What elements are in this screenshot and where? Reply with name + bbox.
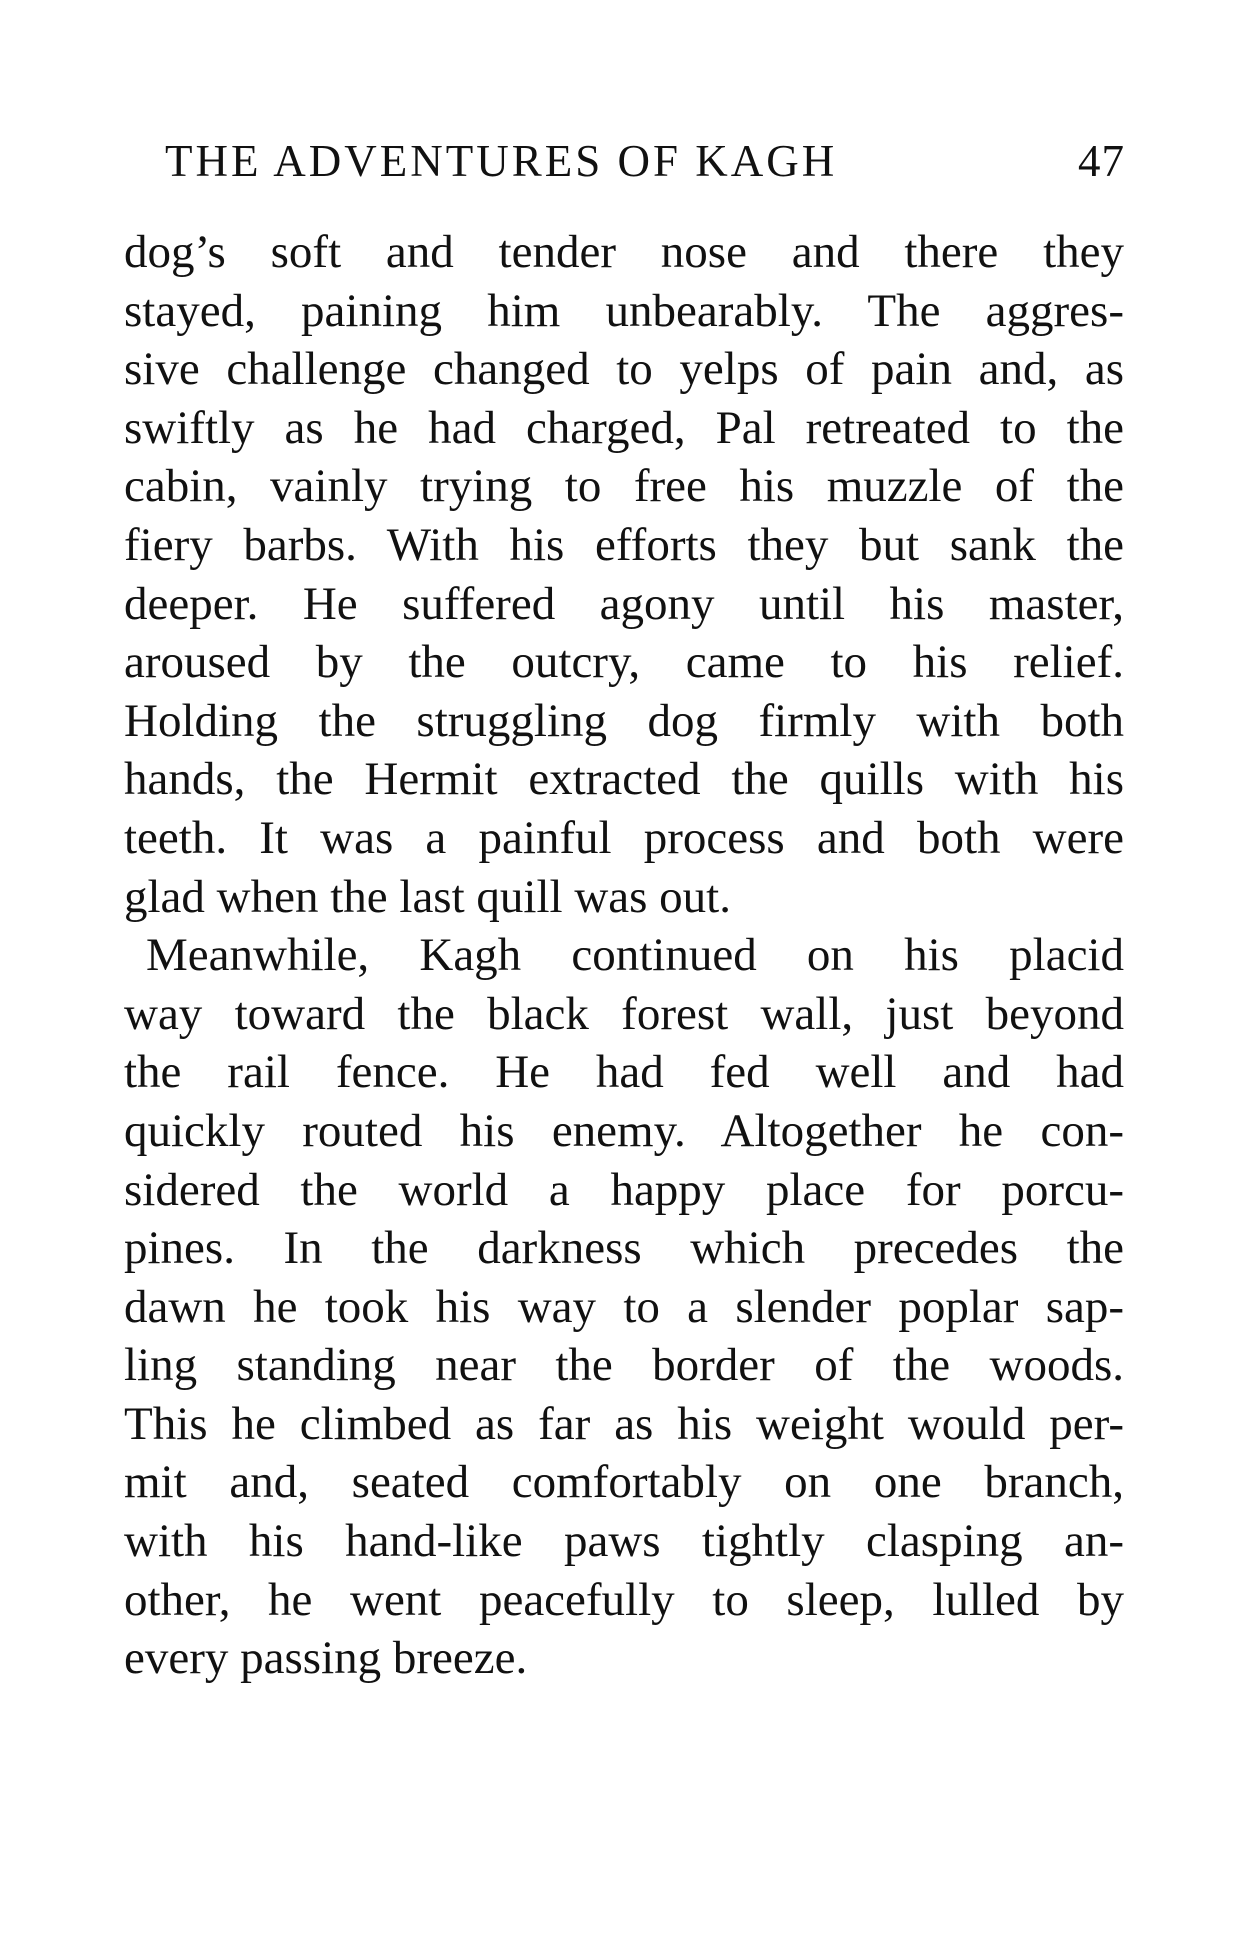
text-line: swiftly as he had charged, Pal retreated to the [124, 401, 1124, 454]
running-head-title: THE ADVENTURES OF KAGH [165, 136, 838, 186]
text-line: pines. In the darkness which precedes the [124, 1222, 1124, 1275]
text-line: Holding the struggling dog firmly with both [124, 694, 1124, 747]
text-line: hands, the Hermit extracted the quills with his [124, 753, 1124, 806]
text-line: every passing breeze. [124, 1632, 528, 1685]
text-line: dawn he took his way to a slender poplar sap- [124, 1280, 1124, 1333]
text-line: stayed, paining him unbearably. The aggres- [124, 284, 1124, 337]
text-line: Meanwhile, Kagh continued on his placid [146, 929, 1124, 982]
text-line: dog’s soft and tender nose and there they [124, 226, 1124, 278]
text-line: sidered the world a happy place for porcu- [124, 1163, 1124, 1216]
text-line: with his hand-like paws tightly clasping an- [124, 1515, 1124, 1568]
text-line: sive challenge changed to yelps of pain and, as [124, 343, 1124, 396]
text-line: cabin, vainly trying to free his muzzle of the [124, 460, 1124, 513]
body-text [124, 223, 1124, 1688]
text-line: the rail fence. He had fed well and had [124, 1046, 1124, 1099]
text-line: This he climbed as far as his weight would per- [124, 1397, 1124, 1450]
text-line: way toward the black forest wall, just beyond [124, 987, 1124, 1040]
page-number: 47 [1078, 136, 1125, 186]
text-line: aroused by the outcry, came to his relief. [124, 636, 1124, 689]
paragraph-2 [124, 926, 1124, 1688]
text-line: glad when the last quill was out. [124, 870, 731, 923]
running-head [165, 135, 1125, 195]
text-line: mit and, seated comfortably on one branch, [124, 1456, 1124, 1509]
text-line: teeth. It was a painful process and both were [124, 811, 1124, 864]
text-line: deeper. He suffered agony until his master, [124, 577, 1124, 630]
text-line: fiery barbs. With his efforts they but sank the [124, 518, 1124, 571]
text-line: ling standing near the border of the woods. [124, 1339, 1124, 1392]
paragraph-1 [124, 223, 1124, 926]
text-line: quickly routed his enemy. Altogether he con- [124, 1104, 1124, 1157]
text-line: other, he went peacefully to sleep, lulled by [124, 1573, 1124, 1626]
